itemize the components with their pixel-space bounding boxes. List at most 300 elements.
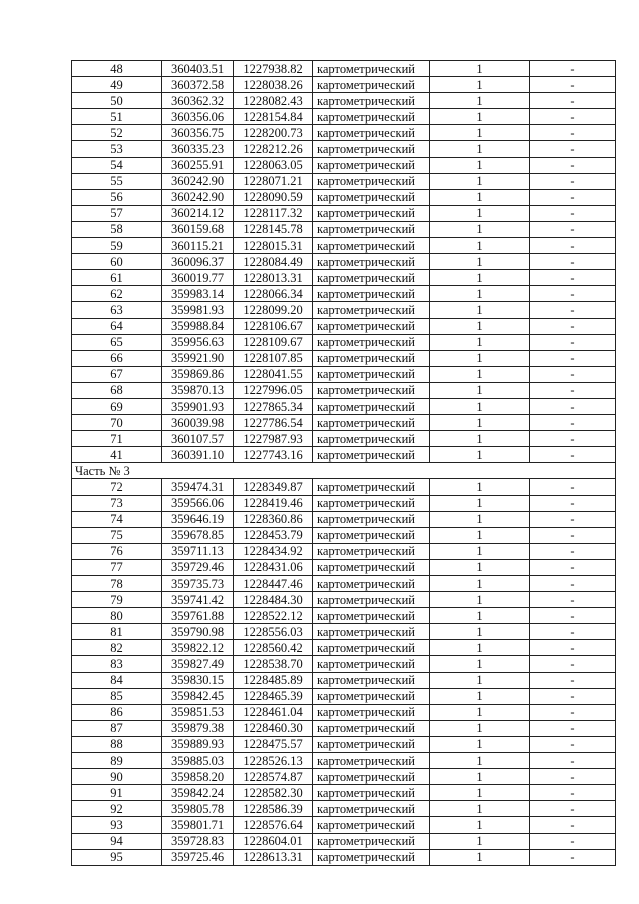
- x-coordinate-cell: 359827.49: [162, 656, 234, 672]
- x-coordinate-cell: 359870.13: [162, 382, 234, 398]
- description-cell: -: [530, 785, 616, 801]
- point-number-cell: 93: [72, 817, 162, 833]
- description-cell: -: [530, 495, 616, 511]
- point-number-cell: 87: [72, 720, 162, 736]
- table-row: [72, 77, 616, 93]
- accuracy-cell: 1: [430, 640, 530, 656]
- table-row: [72, 769, 616, 785]
- table-row: [72, 511, 616, 527]
- table-row: [72, 688, 616, 704]
- table-row: [72, 254, 616, 270]
- point-number-cell: 82: [72, 640, 162, 656]
- accuracy-cell: 1: [430, 672, 530, 688]
- accuracy-cell: 1: [430, 318, 530, 334]
- x-coordinate-cell: 359805.78: [162, 801, 234, 817]
- accuracy-cell: 1: [430, 173, 530, 189]
- table-row: [72, 624, 616, 640]
- point-number-cell: 95: [72, 849, 162, 865]
- y-coordinate-cell: 1228453.79: [234, 527, 313, 543]
- y-coordinate-cell: 1228212.26: [234, 141, 313, 157]
- y-coordinate-cell: 1228084.49: [234, 254, 313, 270]
- table-row: [72, 592, 616, 608]
- description-cell: -: [530, 576, 616, 592]
- x-coordinate-cell: 359729.46: [162, 559, 234, 575]
- y-coordinate-cell: 1228613.31: [234, 849, 313, 865]
- description-cell: -: [530, 640, 616, 656]
- method-cell: картометрический: [313, 382, 430, 398]
- x-coordinate-cell: 359885.03: [162, 753, 234, 769]
- y-coordinate-cell: 1228560.42: [234, 640, 313, 656]
- accuracy-cell: 1: [430, 350, 530, 366]
- accuracy-cell: 1: [430, 447, 530, 463]
- method-cell: картометрический: [313, 125, 430, 141]
- point-number-cell: 62: [72, 286, 162, 302]
- accuracy-cell: 1: [430, 608, 530, 624]
- point-number-cell: 76: [72, 543, 162, 559]
- description-cell: -: [530, 431, 616, 447]
- table-row: [72, 125, 616, 141]
- coordinates-table: [71, 60, 616, 866]
- description-cell: -: [530, 415, 616, 431]
- point-number-cell: 64: [72, 318, 162, 334]
- description-cell: -: [530, 656, 616, 672]
- method-cell: картометрический: [313, 559, 430, 575]
- point-number-cell: 78: [72, 576, 162, 592]
- y-coordinate-cell: 1227938.82: [234, 61, 313, 77]
- accuracy-cell: 1: [430, 382, 530, 398]
- x-coordinate-cell: 360242.90: [162, 173, 234, 189]
- y-coordinate-cell: 1228360.86: [234, 511, 313, 527]
- y-coordinate-cell: 1228041.55: [234, 366, 313, 382]
- y-coordinate-cell: 1228538.70: [234, 656, 313, 672]
- y-coordinate-cell: 1228109.67: [234, 334, 313, 350]
- y-coordinate-cell: 1228082.43: [234, 93, 313, 109]
- y-coordinate-cell: 1228447.46: [234, 576, 313, 592]
- point-number-cell: 54: [72, 157, 162, 173]
- point-number-cell: 74: [72, 511, 162, 527]
- point-number-cell: 41: [72, 447, 162, 463]
- description-cell: -: [530, 189, 616, 205]
- y-coordinate-cell: 1228485.89: [234, 672, 313, 688]
- x-coordinate-cell: 359790.98: [162, 624, 234, 640]
- table-row: [72, 270, 616, 286]
- point-number-cell: 69: [72, 398, 162, 414]
- method-cell: картометрический: [313, 495, 430, 511]
- x-coordinate-cell: 359735.73: [162, 576, 234, 592]
- x-coordinate-cell: 359921.90: [162, 350, 234, 366]
- table-row: [72, 753, 616, 769]
- method-cell: картометрический: [313, 205, 430, 221]
- accuracy-cell: 1: [430, 495, 530, 511]
- point-number-cell: 60: [72, 254, 162, 270]
- y-coordinate-cell: 1228475.57: [234, 736, 313, 752]
- description-cell: -: [530, 286, 616, 302]
- point-number-cell: 56: [72, 189, 162, 205]
- method-cell: картометрический: [313, 238, 430, 254]
- method-cell: картометрический: [313, 801, 430, 817]
- method-cell: картометрический: [313, 350, 430, 366]
- table-body-part2: [72, 61, 616, 463]
- accuracy-cell: 1: [430, 415, 530, 431]
- method-cell: картометрический: [313, 592, 430, 608]
- accuracy-cell: 1: [430, 576, 530, 592]
- accuracy-cell: 1: [430, 527, 530, 543]
- y-coordinate-cell: 1228522.12: [234, 608, 313, 624]
- table-row: [72, 189, 616, 205]
- x-coordinate-cell: 360159.68: [162, 221, 234, 237]
- x-coordinate-cell: 360362.32: [162, 93, 234, 109]
- x-coordinate-cell: 359858.20: [162, 769, 234, 785]
- x-coordinate-cell: 359566.06: [162, 495, 234, 511]
- x-coordinate-cell: 359741.42: [162, 592, 234, 608]
- y-coordinate-cell: 1228434.92: [234, 543, 313, 559]
- y-coordinate-cell: 1228484.30: [234, 592, 313, 608]
- method-cell: картометрический: [313, 318, 430, 334]
- x-coordinate-cell: 359981.93: [162, 302, 234, 318]
- table-row: [72, 238, 616, 254]
- method-cell: картометрический: [313, 431, 430, 447]
- accuracy-cell: 1: [430, 270, 530, 286]
- y-coordinate-cell: 1228574.87: [234, 769, 313, 785]
- method-cell: картометрический: [313, 624, 430, 640]
- point-number-cell: 67: [72, 366, 162, 382]
- x-coordinate-cell: 359842.24: [162, 785, 234, 801]
- x-coordinate-cell: 359879.38: [162, 720, 234, 736]
- method-cell: картометрический: [313, 817, 430, 833]
- point-number-cell: 53: [72, 141, 162, 157]
- table-row: [72, 720, 616, 736]
- table-row: [72, 849, 616, 865]
- x-coordinate-cell: 360335.23: [162, 141, 234, 157]
- table-row: [72, 302, 616, 318]
- point-number-cell: 73: [72, 495, 162, 511]
- x-coordinate-cell: 359728.83: [162, 833, 234, 849]
- point-number-cell: 80: [72, 608, 162, 624]
- method-cell: картометрический: [313, 849, 430, 865]
- y-coordinate-cell: 1228465.39: [234, 688, 313, 704]
- method-cell: картометрический: [313, 334, 430, 350]
- table-row: [72, 672, 616, 688]
- description-cell: -: [530, 511, 616, 527]
- accuracy-cell: 1: [430, 366, 530, 382]
- table-row: [72, 157, 616, 173]
- accuracy-cell: 1: [430, 205, 530, 221]
- description-cell: -: [530, 270, 616, 286]
- y-coordinate-cell: 1228431.06: [234, 559, 313, 575]
- accuracy-cell: 1: [430, 141, 530, 157]
- description-cell: -: [530, 753, 616, 769]
- y-coordinate-cell: 1228107.85: [234, 350, 313, 366]
- method-cell: картометрический: [313, 77, 430, 93]
- accuracy-cell: 1: [430, 704, 530, 720]
- accuracy-cell: 1: [430, 769, 530, 785]
- x-coordinate-cell: 360242.90: [162, 189, 234, 205]
- accuracy-cell: 1: [430, 543, 530, 559]
- y-coordinate-cell: 1228526.13: [234, 753, 313, 769]
- point-number-cell: 86: [72, 704, 162, 720]
- table-body-section: [72, 463, 616, 479]
- description-cell: -: [530, 769, 616, 785]
- description-cell: -: [530, 221, 616, 237]
- x-coordinate-cell: 360356.75: [162, 125, 234, 141]
- y-coordinate-cell: 1227786.54: [234, 415, 313, 431]
- method-cell: картометрический: [313, 833, 430, 849]
- table-row: [72, 559, 616, 575]
- description-cell: -: [530, 125, 616, 141]
- table-row: [72, 205, 616, 221]
- point-number-cell: 89: [72, 753, 162, 769]
- method-cell: картометрический: [313, 479, 430, 495]
- x-coordinate-cell: 359711.13: [162, 543, 234, 559]
- y-coordinate-cell: 1228066.34: [234, 286, 313, 302]
- accuracy-cell: 1: [430, 801, 530, 817]
- table-row: [72, 334, 616, 350]
- method-cell: картометрический: [313, 736, 430, 752]
- point-number-cell: 59: [72, 238, 162, 254]
- table-row: [72, 109, 616, 125]
- description-cell: -: [530, 592, 616, 608]
- x-coordinate-cell: 360214.12: [162, 205, 234, 221]
- table-row: [72, 817, 616, 833]
- x-coordinate-cell: 360096.37: [162, 254, 234, 270]
- method-cell: картометрический: [313, 769, 430, 785]
- table-row: [72, 704, 616, 720]
- accuracy-cell: 1: [430, 559, 530, 575]
- description-cell: -: [530, 398, 616, 414]
- point-number-cell: 71: [72, 431, 162, 447]
- y-coordinate-cell: 1228582.30: [234, 785, 313, 801]
- point-number-cell: 68: [72, 382, 162, 398]
- accuracy-cell: 1: [430, 125, 530, 141]
- method-cell: картометрический: [313, 608, 430, 624]
- x-coordinate-cell: 360391.10: [162, 447, 234, 463]
- description-cell: -: [530, 801, 616, 817]
- accuracy-cell: 1: [430, 688, 530, 704]
- description-cell: -: [530, 173, 616, 189]
- point-number-cell: 50: [72, 93, 162, 109]
- point-number-cell: 57: [72, 205, 162, 221]
- table-body-part3: [72, 479, 616, 865]
- x-coordinate-cell: 359988.84: [162, 318, 234, 334]
- table-row: [72, 61, 616, 77]
- description-cell: -: [530, 833, 616, 849]
- method-cell: картометрический: [313, 61, 430, 77]
- point-number-cell: 91: [72, 785, 162, 801]
- y-coordinate-cell: 1228349.87: [234, 479, 313, 495]
- point-number-cell: 55: [72, 173, 162, 189]
- table-row: [72, 221, 616, 237]
- section-label: Часть № 3: [72, 463, 616, 479]
- section-row: [72, 463, 616, 479]
- table-row: [72, 656, 616, 672]
- point-number-cell: 70: [72, 415, 162, 431]
- y-coordinate-cell: 1228556.03: [234, 624, 313, 640]
- x-coordinate-cell: 359761.88: [162, 608, 234, 624]
- table-row: [72, 382, 616, 398]
- description-cell: -: [530, 61, 616, 77]
- x-coordinate-cell: 359851.53: [162, 704, 234, 720]
- description-cell: -: [530, 688, 616, 704]
- y-coordinate-cell: 1228106.67: [234, 318, 313, 334]
- x-coordinate-cell: 359474.31: [162, 479, 234, 495]
- method-cell: картометрический: [313, 527, 430, 543]
- description-cell: -: [530, 334, 616, 350]
- table-row: [72, 398, 616, 414]
- table-row: [72, 286, 616, 302]
- point-number-cell: 49: [72, 77, 162, 93]
- x-coordinate-cell: 359830.15: [162, 672, 234, 688]
- y-coordinate-cell: 1228460.30: [234, 720, 313, 736]
- x-coordinate-cell: 360019.77: [162, 270, 234, 286]
- description-cell: -: [530, 720, 616, 736]
- method-cell: картометрический: [313, 656, 430, 672]
- accuracy-cell: 1: [430, 479, 530, 495]
- y-coordinate-cell: 1228071.21: [234, 173, 313, 189]
- table-row: [72, 447, 616, 463]
- accuracy-cell: 1: [430, 398, 530, 414]
- description-cell: -: [530, 817, 616, 833]
- method-cell: картометрический: [313, 543, 430, 559]
- description-cell: -: [530, 527, 616, 543]
- description-cell: -: [530, 366, 616, 382]
- method-cell: картометрический: [313, 109, 430, 125]
- description-cell: -: [530, 302, 616, 318]
- x-coordinate-cell: 359822.12: [162, 640, 234, 656]
- accuracy-cell: 1: [430, 109, 530, 125]
- accuracy-cell: 1: [430, 221, 530, 237]
- table-row: [72, 576, 616, 592]
- method-cell: картометрический: [313, 398, 430, 414]
- table-row: [72, 173, 616, 189]
- table-row: [72, 141, 616, 157]
- y-coordinate-cell: 1228145.78: [234, 221, 313, 237]
- accuracy-cell: 1: [430, 302, 530, 318]
- y-coordinate-cell: 1228090.59: [234, 189, 313, 205]
- method-cell: картометрический: [313, 270, 430, 286]
- y-coordinate-cell: 1228063.05: [234, 157, 313, 173]
- y-coordinate-cell: 1227987.93: [234, 431, 313, 447]
- point-number-cell: 61: [72, 270, 162, 286]
- point-number-cell: 65: [72, 334, 162, 350]
- description-cell: -: [530, 672, 616, 688]
- accuracy-cell: 1: [430, 334, 530, 350]
- y-coordinate-cell: 1228099.20: [234, 302, 313, 318]
- table-row: [72, 608, 616, 624]
- x-coordinate-cell: 359889.93: [162, 736, 234, 752]
- point-number-cell: 94: [72, 833, 162, 849]
- y-coordinate-cell: 1228013.31: [234, 270, 313, 286]
- point-number-cell: 75: [72, 527, 162, 543]
- method-cell: картометрический: [313, 141, 430, 157]
- point-number-cell: 84: [72, 672, 162, 688]
- description-cell: -: [530, 350, 616, 366]
- description-cell: -: [530, 205, 616, 221]
- y-coordinate-cell: 1228576.64: [234, 817, 313, 833]
- x-coordinate-cell: 360372.58: [162, 77, 234, 93]
- method-cell: картометрический: [313, 704, 430, 720]
- method-cell: картометрический: [313, 511, 430, 527]
- y-coordinate-cell: 1228419.46: [234, 495, 313, 511]
- description-cell: -: [530, 93, 616, 109]
- accuracy-cell: 1: [430, 720, 530, 736]
- method-cell: картометрический: [313, 576, 430, 592]
- y-coordinate-cell: 1228038.26: [234, 77, 313, 93]
- accuracy-cell: 1: [430, 157, 530, 173]
- description-cell: -: [530, 608, 616, 624]
- table-row: [72, 93, 616, 109]
- point-number-cell: 83: [72, 656, 162, 672]
- description-cell: -: [530, 447, 616, 463]
- method-cell: картометрический: [313, 753, 430, 769]
- table-row: [72, 785, 616, 801]
- description-cell: -: [530, 736, 616, 752]
- point-number-cell: 48: [72, 61, 162, 77]
- y-coordinate-cell: 1228117.32: [234, 205, 313, 221]
- accuracy-cell: 1: [430, 817, 530, 833]
- table-row: [72, 640, 616, 656]
- x-coordinate-cell: 359901.93: [162, 398, 234, 414]
- accuracy-cell: 1: [430, 736, 530, 752]
- accuracy-cell: 1: [430, 431, 530, 447]
- table-row: [72, 543, 616, 559]
- accuracy-cell: 1: [430, 61, 530, 77]
- method-cell: картометрический: [313, 93, 430, 109]
- description-cell: -: [530, 543, 616, 559]
- point-number-cell: 52: [72, 125, 162, 141]
- method-cell: картометрический: [313, 415, 430, 431]
- accuracy-cell: 1: [430, 511, 530, 527]
- method-cell: картометрический: [313, 221, 430, 237]
- method-cell: картометрический: [313, 688, 430, 704]
- method-cell: картометрический: [313, 157, 430, 173]
- description-cell: -: [530, 157, 616, 173]
- point-number-cell: 66: [72, 350, 162, 366]
- method-cell: картометрический: [313, 302, 430, 318]
- y-coordinate-cell: 1228015.31: [234, 238, 313, 254]
- accuracy-cell: 1: [430, 254, 530, 270]
- accuracy-cell: 1: [430, 238, 530, 254]
- point-number-cell: 77: [72, 559, 162, 575]
- point-number-cell: 85: [72, 688, 162, 704]
- table-row: [72, 736, 616, 752]
- method-cell: картометрический: [313, 447, 430, 463]
- y-coordinate-cell: 1228200.73: [234, 125, 313, 141]
- x-coordinate-cell: 359842.45: [162, 688, 234, 704]
- point-number-cell: 81: [72, 624, 162, 640]
- point-number-cell: 92: [72, 801, 162, 817]
- point-number-cell: 51: [72, 109, 162, 125]
- accuracy-cell: 1: [430, 286, 530, 302]
- description-cell: -: [530, 141, 616, 157]
- point-number-cell: 63: [72, 302, 162, 318]
- y-coordinate-cell: 1227743.16: [234, 447, 313, 463]
- method-cell: картометрический: [313, 173, 430, 189]
- y-coordinate-cell: 1228604.01: [234, 833, 313, 849]
- description-cell: -: [530, 77, 616, 93]
- y-coordinate-cell: 1227865.34: [234, 398, 313, 414]
- accuracy-cell: 1: [430, 833, 530, 849]
- table-row: [72, 431, 616, 447]
- table-row: [72, 833, 616, 849]
- method-cell: картометрический: [313, 189, 430, 205]
- description-cell: -: [530, 318, 616, 334]
- point-number-cell: 58: [72, 221, 162, 237]
- accuracy-cell: 1: [430, 849, 530, 865]
- x-coordinate-cell: 359801.71: [162, 817, 234, 833]
- method-cell: картометрический: [313, 672, 430, 688]
- method-cell: картометрический: [313, 254, 430, 270]
- table-row: [72, 366, 616, 382]
